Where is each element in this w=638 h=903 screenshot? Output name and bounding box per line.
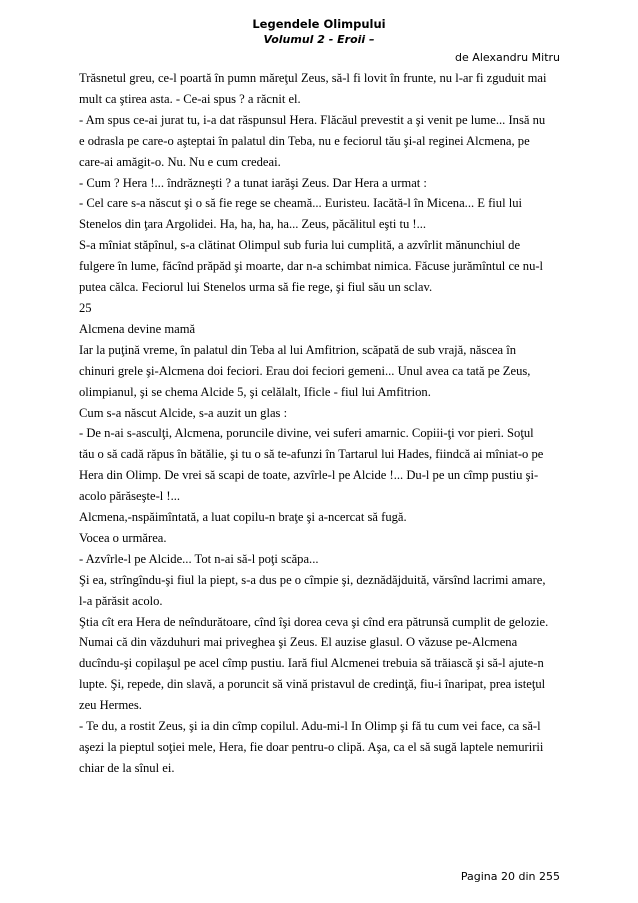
text-line: olimpianul, şi se chema Alcide 5, şi celălalt, Ificle - fiul lui Amfitrion. bbox=[79, 384, 431, 399]
text-line: Iar la puţină vreme, în palatul din Teba al lui Amfitrion, scăpată de sub vrajă, născea în bbox=[79, 342, 517, 357]
text-line: e odrasla pe care-o aşteptai în palatul din Teba, nu e feciorul tău şi-al reginei Alcmena, pe bbox=[79, 133, 530, 148]
text-line: Şi ea, strîngîndu-şi fiul la piept, s-a dus pe o cîmpie şi, deznădăjduită, vărsînd lacrimi amare, bbox=[79, 572, 546, 587]
text-line: S-a mîniat stăpînul, s-a clătinat Olimpul sub furia lui cumplită, a azvîrlit mănunchiul de bbox=[79, 238, 521, 253]
text-line: acolo părăseşte-l !... bbox=[79, 489, 181, 504]
text-line: Trăsnetul greu, ce-l poartă în pumn măreţul Zeus, să-l fi lovit în frunte, nu l-ar fi zguduit mai bbox=[79, 71, 547, 85]
body-text bbox=[79, 68, 569, 779]
text-line: chiar de la sînul ei. bbox=[79, 760, 175, 775]
page-number: Pagina 20 din 255 bbox=[460, 870, 560, 883]
text-line: Alcmena,-nspăimîntată, a luat copilu-n braţe şi a-ncercat să fugă. bbox=[79, 510, 407, 525]
text-line: - Te du, a rostit Zeus, şi ia din cîmp copilul. Adu-mi-l In Olimp şi fă tu cum vei face, ca să-l bbox=[79, 719, 541, 734]
text-line: - Cum ? Hera !... îndrăzneşti ? a tunat iarăşi Zeus. Dar Hera a urmat : bbox=[79, 175, 427, 190]
text-line: - Azvîrle-l pe Alcide... Tot n-ai să-l poţi scăpa... bbox=[79, 551, 319, 566]
chapter-number: 25 bbox=[79, 300, 92, 315]
text-line: fulgere în lume, făcînd prăpăd şi moarte, dar n-a schimbat nimica. Făcuse jurămîntul ce nu-l bbox=[79, 259, 544, 274]
chapter-title: Alcmena devine mamă bbox=[79, 321, 196, 336]
text-line: - De n-ai s-asculţi, Alcmena, poruncile divine, vei suferi amarnic. Copiii-ţi vor pieri. Soţul bbox=[79, 426, 534, 441]
text-line: Hera din Olimp. De vrei să scapi de toate, azvîrle-l pe Alcide !... Du-l pe un cîmp pustiu şi- bbox=[79, 468, 539, 483]
text-line: Ştia cît era Hera de neîndurătoare, cînd îşi dorea ceva şi cînd era pătrunsă cumplit de gelozie. bbox=[79, 614, 549, 629]
text-line: Numai că din văzduhuri mai priveghea şi Zeus. El auzise glasul. O văzuse pe-Alcmena bbox=[79, 635, 518, 650]
text-line: putea călca. Feciorul lui Stenelos urma să fie rege, şi fiul său un sclav. bbox=[79, 280, 433, 295]
text-line: - Am spus ce-ai jurat tu, i-a dat răspunsul Hera. Flăcăul prevestit a şi venit pe lume... Insă nu bbox=[79, 112, 546, 127]
text-line: zeu Hermes. bbox=[79, 698, 142, 713]
text-line: Vocea o urmărea. bbox=[79, 530, 167, 545]
text-line: chinuri grele şi-Alcmena doi feciori. Erau doi feciori gemeni... Unul avea ca tată pe Zeus, bbox=[79, 363, 531, 378]
volume-subtitle: Volumul 2 - Eroii – bbox=[263, 33, 375, 46]
text-line: Cum s-a născut Alcide, s-a auzit un glas : bbox=[79, 405, 288, 420]
text-line: l-a părăsit acolo. bbox=[79, 593, 163, 608]
text-line: ducîndu-şi copilaşul pe acel cîmp pustiu. Iară fiul Alcmenei trebuia să trăiască şi să-l ajute-n bbox=[79, 656, 544, 671]
text-line: care-ai amăgit-o. Nu. Nu e cum credeai. bbox=[79, 154, 281, 169]
book-title: Legendele Olimpului bbox=[252, 17, 386, 31]
author-line: de Alexandru Mitru bbox=[455, 51, 560, 64]
text-line: mult ca ştirea asta. - Ce-ai spus ? a răcnit el. bbox=[79, 91, 301, 106]
text-line: lupte. Şi, repede, din slavă, a poruncit să vină pristavul de credinţă, fiu-i înaripat, prea isteţul bbox=[79, 677, 546, 692]
text-line: aşezi la pieptul soţiei mele, Hera, fie doar pentru-o clipă. Aşa, ca el să sugă laptele nemuririi bbox=[79, 740, 544, 754]
text-line: Stenelos din ţara Argolidei. Ha, ha, ha, ha... Zeus, păcălitul eşti tu !... bbox=[79, 217, 427, 232]
text-line: tău o să cadă răpus în bătălie, şi tu o să te-afunzi în Tartarul lui Hades, fiindcă ai mîniat-o pe bbox=[79, 447, 544, 462]
text-line: - Cel care s-a născut şi o să fie rege se cheamă... Euristeu. Iacătă-l în Micena... E fiul lui bbox=[79, 196, 523, 211]
